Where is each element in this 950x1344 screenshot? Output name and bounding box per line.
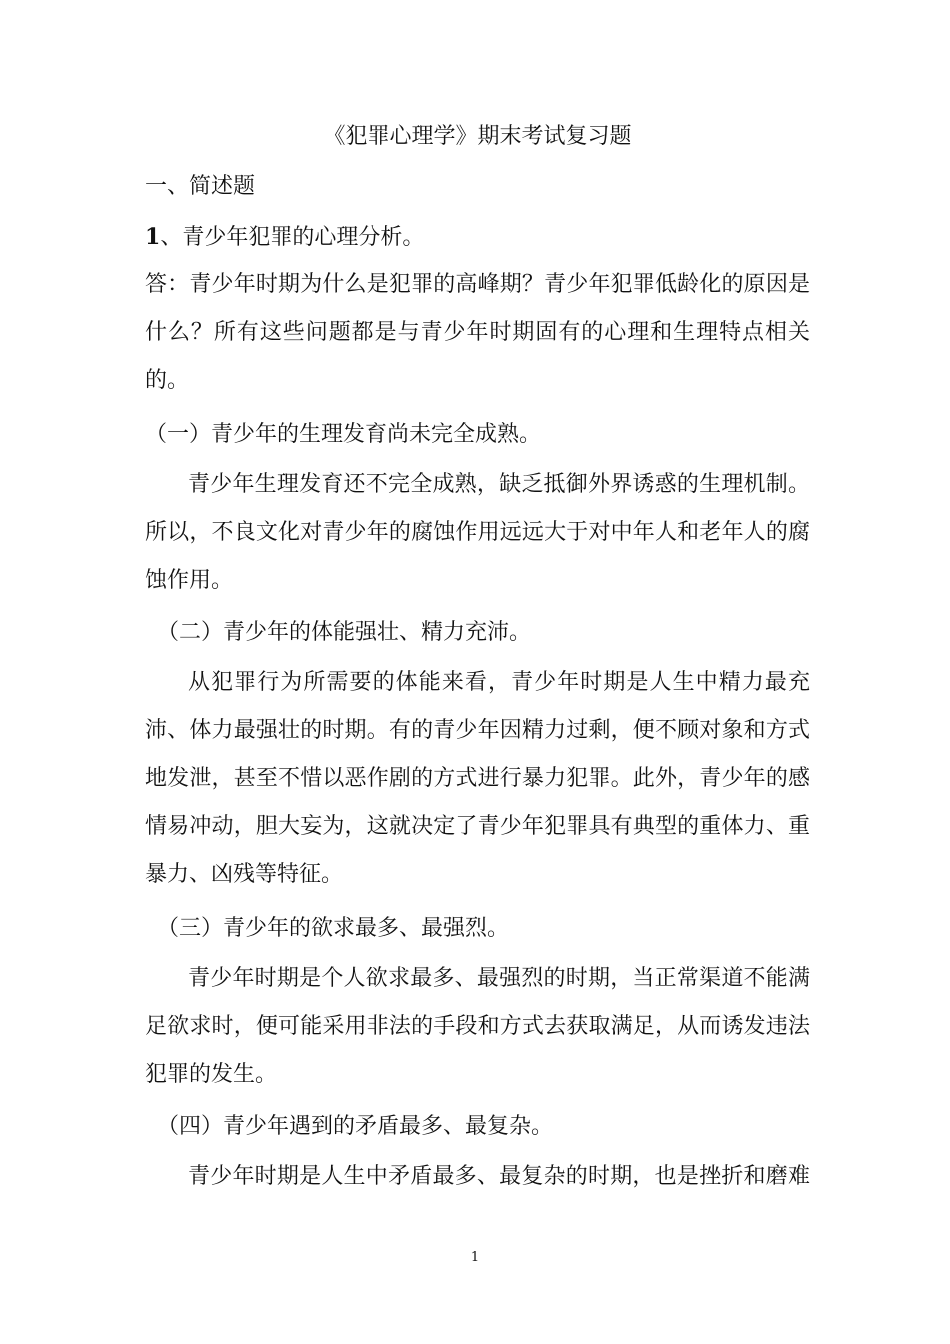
point-paragraph-line: 从犯罪行为所需要的体能来看，青少年时期是人生中精力最充 <box>188 670 810 695</box>
point-heading: （一）青少年的生理发育尚未完全成熟。 <box>145 422 542 447</box>
point-heading: （二）青少年的体能强壮、精力充沛。 <box>157 620 532 645</box>
answer-line: 什么？所有这些问题都是与青少年时期固有的心理和生理特点相关 <box>145 320 810 345</box>
point-paragraph-line: 沛、体力最强壮的时期。有的青少年因精力过剩，便不顾对象和方式 <box>145 718 810 743</box>
point-heading: （三）青少年的欲求最多、最强烈。 <box>157 916 510 941</box>
section-heading: 一、简述题 <box>145 174 256 199</box>
point-paragraph-line: 情易冲动，胆大妄为，这就决定了青少年犯罪具有典型的重体力、重 <box>145 814 810 839</box>
point-paragraph-line: 青少年时期是人生中矛盾最多、最复杂的时期，也是挫折和磨难 <box>188 1164 810 1189</box>
point-paragraph-line: 犯罪的发生。 <box>145 1062 278 1087</box>
question-heading <box>145 222 810 253</box>
point-paragraph-line: 地发泄，甚至不惜以恶作剧的方式进行暴力犯罪。此外，青少年的感 <box>145 766 810 791</box>
question-number: 1 <box>145 224 161 250</box>
page-number: 1 <box>470 1250 480 1265</box>
document-title: 《犯罪心理学》期末考试复习题 <box>323 124 632 149</box>
answer-line: 答：青少年时期为什么是犯罪的高峰期？青少年犯罪低龄化的原因是 <box>145 272 810 297</box>
point-paragraph-line: 所以，不良文化对青少年的腐蚀作用远远大于对中年人和老年人的腐 <box>145 520 810 545</box>
point-heading: （四）青少年遇到的矛盾最多、最复杂。 <box>157 1114 554 1139</box>
question-text: 、青少年犯罪的心理分析。 <box>160 225 425 250</box>
point-paragraph-line: 蚀作用。 <box>145 568 234 593</box>
point-paragraph-line: 足欲求时，便可能采用非法的手段和方式去获取满足，从而诱发违法 <box>145 1014 810 1039</box>
point-paragraph-line: 青少年生理发育还不完全成熟，缺乏抵御外界诱惑的生理机制。 <box>188 472 810 497</box>
point-paragraph-line: 青少年时期是个人欲求最多、最强烈的时期，当正常渠道不能满 <box>188 966 810 991</box>
answer-line: 的。 <box>145 368 190 393</box>
point-paragraph-line: 暴力、凶残等特征。 <box>145 862 344 887</box>
